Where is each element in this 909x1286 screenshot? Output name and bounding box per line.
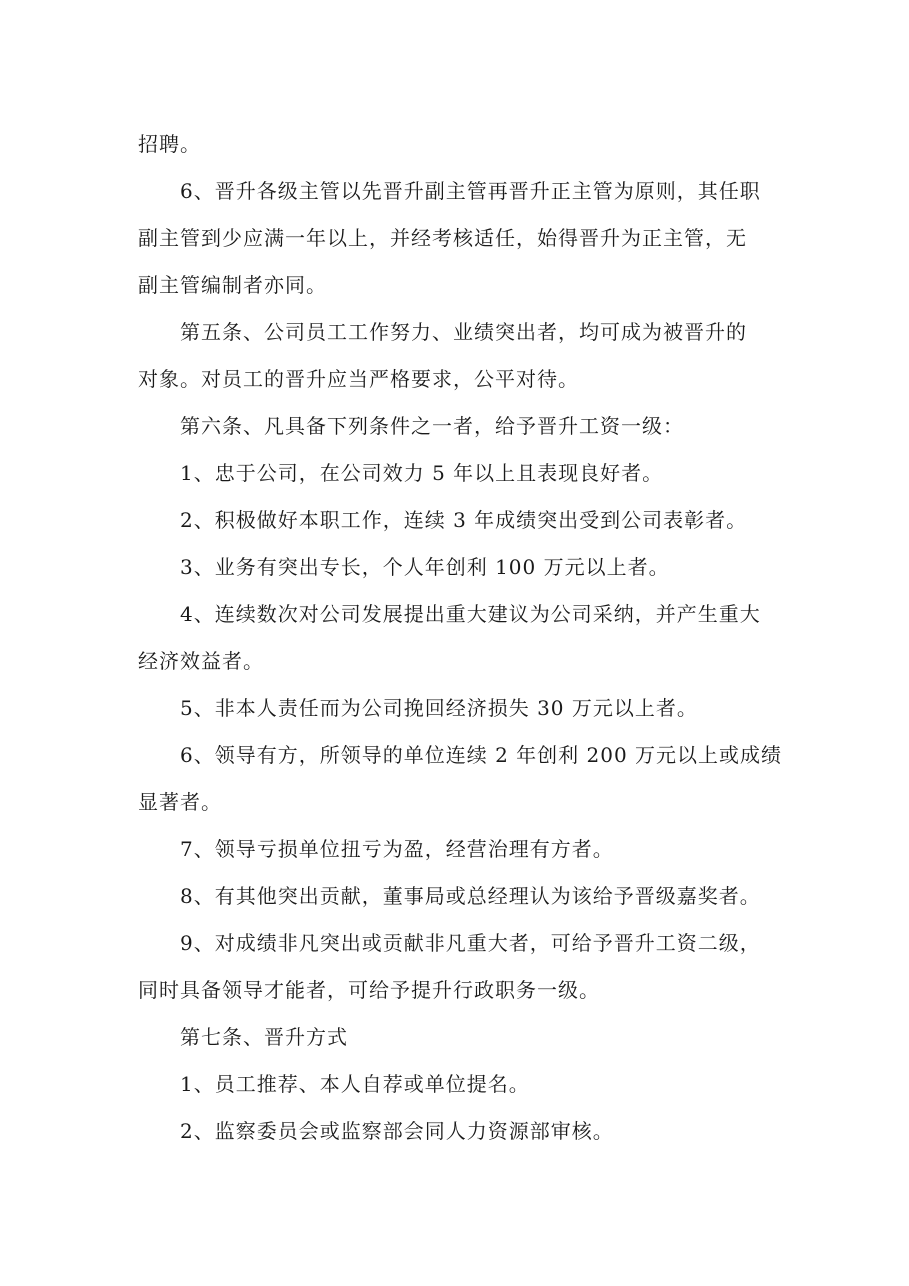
text-line: 对象。对员工的晋升应当严格要求，公平对待。 [138,367,579,391]
text-line-continuation: 招聘。 [138,132,201,156]
text-line: 同时具备领导才能者，可给予提升行政职务一级。 [138,978,600,1002]
text-line: 经济效益者。 [138,649,264,673]
text-line: 显著者。 [138,790,222,814]
list-item: 9、对成绩非凡突出或贡献非凡重大者，可给予晋升工资二级， [180,931,761,955]
list-item: 2、积极做好本职工作，连续 3 年成绩突出受到公司表彰者。 [180,508,748,532]
list-item: 5、非本人责任而为公司挽回经济损失 30 万元以上者。 [180,696,698,720]
list-item: 6、领导有方，所领导的单位连续 2 年创利 200 万元以上或成绩 [180,743,783,767]
list-item: 1、员工推荐、本人自荐或单位提名。 [180,1072,530,1096]
list-item: 4、连续数次对公司发展提出重大建议为公司采纳，并产生重大 [180,602,761,626]
list-item: 7、领导亏损单位扭亏为盈，经营治理有方者。 [180,837,614,861]
article-7-heading: 第七条、晋升方式 [180,1025,348,1049]
list-item: 8、有其他突出贡献，董事局或总经理认为该给予晋级嘉奖者。 [180,884,761,908]
list-item: 1、忠于公司，在公司效力 5 年以上且表现良好者。 [180,461,664,485]
article-5-text: 第五条、公司员工工作努力、业绩突出者，均可成为被晋升的 [180,320,747,344]
list-item: 2、监察委员会或监察部会同人力资源部审核。 [180,1119,614,1143]
text-line: 副主管到少应满一年以上，并经考核适任，始得晋升为正主管，无 [138,226,747,250]
article-6-heading: 第六条、凡具备下列条件之一者，给予晋升工资一级： [180,414,684,438]
text-line: 副主管编制者亦同。 [138,273,327,297]
list-item: 3、业务有突出专长，个人年创利 100 万元以上者。 [180,555,670,579]
text-line-item-6-promotion-principle: 6、晋升各级主管以先晋升副主管再晋升正主管为原则，其任职 [180,179,761,203]
